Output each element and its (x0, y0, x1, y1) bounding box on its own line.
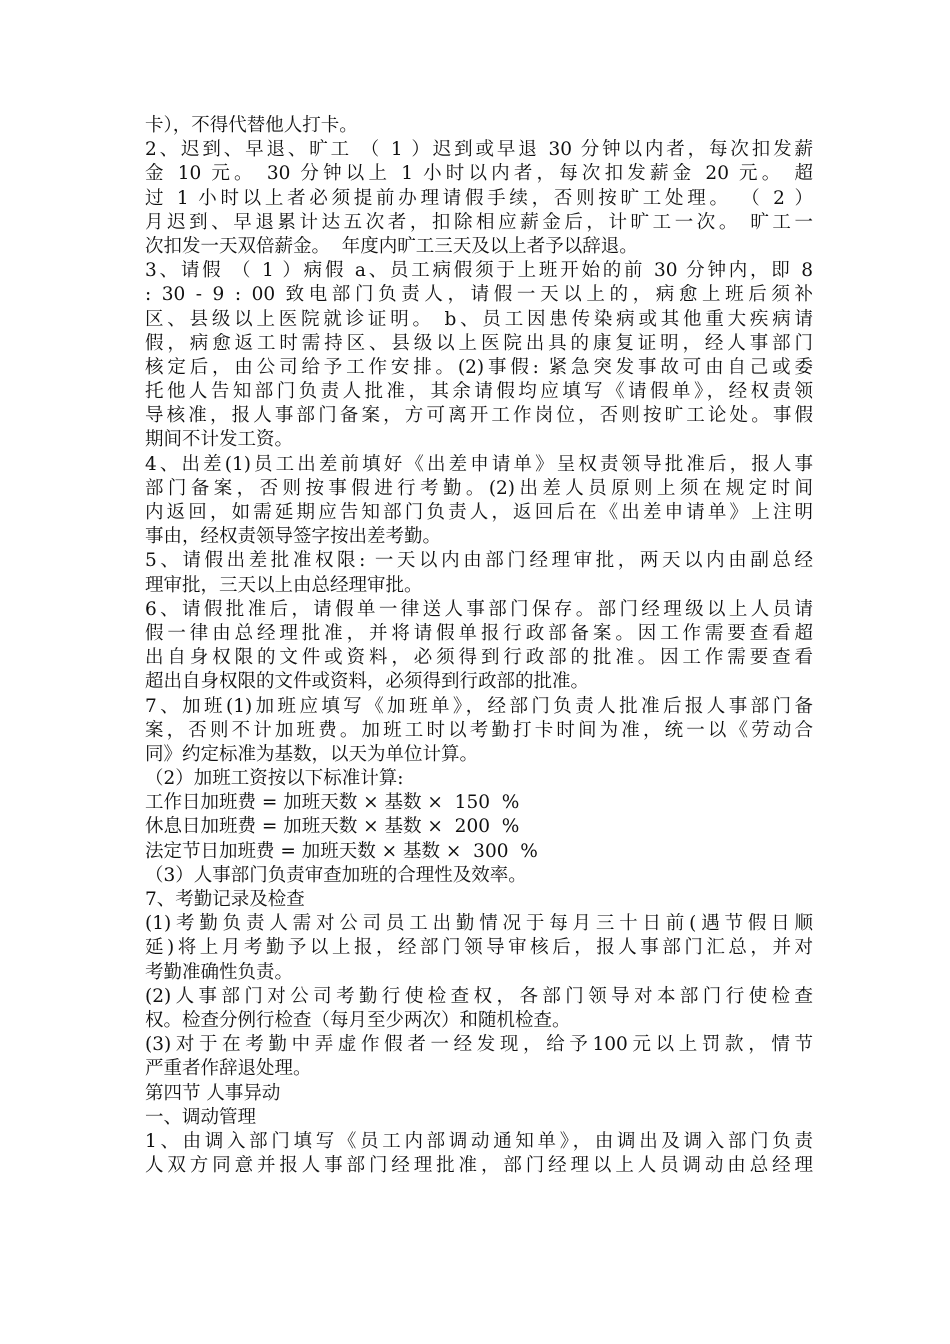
text-line: 第四节 人事异动 (145, 1082, 281, 1104)
text-line: : 30 - 9 : 00 致电部门负责人，请假一天以上的，病愈上班后须补 (145, 284, 813, 306)
text-line: 4、出差(1)员工出差前填好《出差申请单》呈权责领导批准后，报人事 (145, 453, 813, 475)
text-line: 过 1 小时以上者必须提前办理请假手续，否则按旷工处理。 （ 2 ） (145, 187, 813, 209)
text-line: 超出自身权限的文件或资料，必须得到行政部的批准。 (145, 671, 590, 693)
text-line: 假，病愈返工时需持区、县级以上医院出具的康复证明，经人事部门 (145, 332, 813, 354)
text-line: 月迟到、早退累计达五次者，扣除相应薪金后，计旷工一次。 旷工一 (145, 211, 813, 233)
text-line: 金 10 元。 30 分钟以上 1 小时以内者，每次扣发薪金 20 元。 超 (145, 163, 813, 185)
text-line: (2)人事部门对公司考勤行使检查权，各部门领导对本部门行使检查 (145, 985, 813, 1007)
text-line: 内返回，如需延期应告知部门负责人，返回后在《出差申请单》上注明 (145, 502, 813, 523)
text-line: 严重者作辞退处理。 (145, 1058, 312, 1080)
text-line: 理审批，三天以上由总经理审批。 (145, 574, 423, 596)
text-line: 法定节日加班费 = 加班天数 × 基数 × 300 % (145, 840, 538, 862)
text-line: 事由，经权责领导签字按出差考勤。 (145, 526, 442, 548)
text-line: 核定后，由公司给予工作安排。(2)事假: 紧急突发事故可由自己或委 (145, 356, 813, 378)
text-line: 考勤准确性负责。 (145, 961, 294, 983)
text-line: 导核准，报人事部门备案，方可离开工作岗位，否则按旷工论处。事假 (145, 405, 813, 427)
text-line: 部门备案，否则按事假进行考勤。(2)出差人员原则上须在规定时间 (145, 477, 813, 499)
text-line: 2、迟到、早退、旷工 （ 1 ）迟到或早退 30 分钟以内者，每次扣发薪 (145, 139, 813, 161)
text-line: 工作日加班费 = 加班天数 × 基数 × 150 % (145, 792, 520, 814)
text-line: 权。检查分例行检查（每月至少两次）和随机检查。 (145, 1009, 571, 1031)
text-line: （2）加班工资按以下标准计算: (145, 768, 404, 790)
text-line: （3）人事部门负责审查加班的合理性及效率。 (145, 864, 527, 886)
text-line: 3、请假 （ 1 ）病假 a、员工病假须于上班开始的前 30 分钟内，即 8 (145, 260, 813, 282)
text-line: 休息日加班费 = 加班天数 × 基数 × 200 % (145, 816, 520, 838)
text-line: 5、请假出差批准权限: 一天以内由部门经理审批，两天以内由副总经 (145, 550, 813, 572)
text-line: 假一律由总经理批准，并将请假单报行政部备案。因工作需要查看超 (145, 622, 813, 644)
text-line: 一、调动管理 (145, 1106, 257, 1128)
text-line: 期间不计发工资。 (145, 429, 294, 451)
text-line: 同》约定标准为基数，以天为单位计算。 (145, 743, 479, 765)
text-line: (3)对于在考勤中弄虚作假者一经发现，给予100元以上罚款，情节 (145, 1034, 813, 1056)
text-line: 延)将上月考勤予以上报，经部门领导审核后，报人事部门汇总，并对 (145, 937, 813, 959)
text-line: 人双方同意并报人事部门经理批准，部门经理以上人员调动由总经理 (145, 1155, 813, 1177)
text-line: 托他人告知部门负责人批准，其余请假均应填写《请假单》，经权责领 (145, 381, 813, 403)
text-line: 卡），不得代替他人打卡。 (145, 115, 358, 136)
text-line: 次扣发一天双倍薪金。 年度内旷工三天及以上者予以辞退。 (145, 235, 638, 257)
text-line: 案，否则不计加班费。加班工时以考勤打卡时间为准，统一以《劳动合 (145, 719, 813, 741)
text-line: 1、由调入部门填写《员工内部调动通知单》，由调出及调入部门负责 (145, 1130, 813, 1152)
text-line: 出自身权限的文件或资料，必须得到行政部的批准。因工作需要查看 (145, 647, 813, 669)
text-line: 6、请假批准后，请假单一律送人事部门保存。部门经理级以上人员请 (145, 598, 813, 620)
text-line: 区、县级以上医院就诊证明。 b、员工因患传染病或其他重大疾病请 (145, 308, 813, 330)
text-line: 7、考勤记录及检查 (145, 889, 305, 910)
document-body (145, 114, 813, 1178)
text-line: 7、加班(1)加班应填写《加班单》，经部门负责人批准后报人事部门备 (145, 695, 813, 717)
text-line: (1)考勤负责人需对公司员工出勤情况于每月三十日前(遇节假日顺 (145, 913, 813, 935)
